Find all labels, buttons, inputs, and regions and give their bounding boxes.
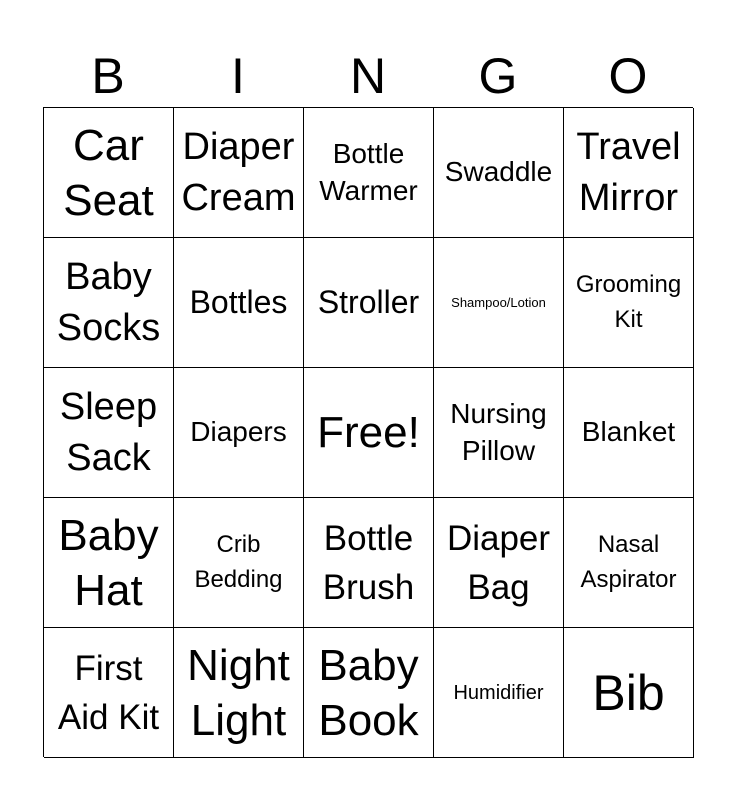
bingo-cell[interactable] <box>174 108 304 238</box>
cell-label: Sleep Sack <box>59 386 158 479</box>
header-letter-i: I <box>231 48 245 104</box>
bingo-header <box>43 44 693 108</box>
cell-label: Crib Bedding <box>194 530 283 593</box>
header-letter-b: B <box>91 48 125 104</box>
bingo-cell[interactable] <box>304 108 434 238</box>
cell-label: Diapers <box>190 416 287 448</box>
cell-label: Bottle Brush <box>322 518 415 607</box>
cell-label: First Aid Kit <box>57 648 160 737</box>
bingo-cell[interactable] <box>304 628 434 758</box>
cell-label: Baby Socks <box>56 256 161 349</box>
cell-label: Swaddle <box>444 156 553 188</box>
cell-label: Diaper Cream <box>181 126 296 219</box>
bingo-cell[interactable] <box>174 368 304 498</box>
bingo-cell[interactable] <box>44 628 174 758</box>
bingo-board <box>43 107 693 757</box>
bingo-cell[interactable] <box>304 368 434 498</box>
cell-label: Blanket <box>581 416 676 448</box>
bingo-cell[interactable] <box>564 628 694 758</box>
cell-label: Nasal Aspirator <box>580 530 677 593</box>
bingo-cell[interactable] <box>174 498 304 628</box>
bingo-cell[interactable] <box>434 238 564 368</box>
bingo-cell[interactable] <box>44 238 174 368</box>
bingo-cell[interactable] <box>434 498 564 628</box>
cell-label: Bib <box>592 664 665 721</box>
bingo-cell[interactable] <box>304 238 434 368</box>
cell-label: Car Seat <box>63 120 154 225</box>
header-letter-o: O <box>608 48 648 104</box>
bingo-cell[interactable] <box>44 498 174 628</box>
bingo-cell[interactable] <box>304 498 434 628</box>
bingo-cell[interactable] <box>44 108 174 238</box>
bingo-cell[interactable] <box>174 628 304 758</box>
bingo-cell[interactable] <box>564 498 694 628</box>
bingo-cell[interactable] <box>434 108 564 238</box>
cell-label: Night Light <box>187 640 290 745</box>
cell-label: Grooming Kit <box>575 270 682 333</box>
bingo-cell[interactable] <box>434 368 564 498</box>
bingo-cell[interactable] <box>434 628 564 758</box>
cell-label: Baby Hat <box>58 510 159 615</box>
bingo-cell[interactable] <box>174 238 304 368</box>
bingo-cell[interactable] <box>564 238 694 368</box>
bingo-cell[interactable] <box>44 368 174 498</box>
cell-label: Stroller <box>317 283 420 320</box>
cell-label: Diaper Bag <box>446 518 551 607</box>
cell-label: Free! <box>317 408 420 457</box>
cell-label: Bottles <box>189 283 288 320</box>
bingo-cell[interactable] <box>564 108 694 238</box>
header-letter-n: N <box>349 48 387 104</box>
cell-label: Bottle Warmer <box>319 138 418 206</box>
bingo-cell[interactable] <box>564 368 694 498</box>
cell-label: Baby Book <box>318 640 419 745</box>
header-letter-g: G <box>478 48 518 104</box>
cell-label: Shampoo/Lotion <box>451 294 546 310</box>
cell-label: Travel Mirror <box>576 126 681 219</box>
cell-label: Humidifier <box>453 681 544 704</box>
cell-label: Nursing Pillow <box>450 398 547 466</box>
